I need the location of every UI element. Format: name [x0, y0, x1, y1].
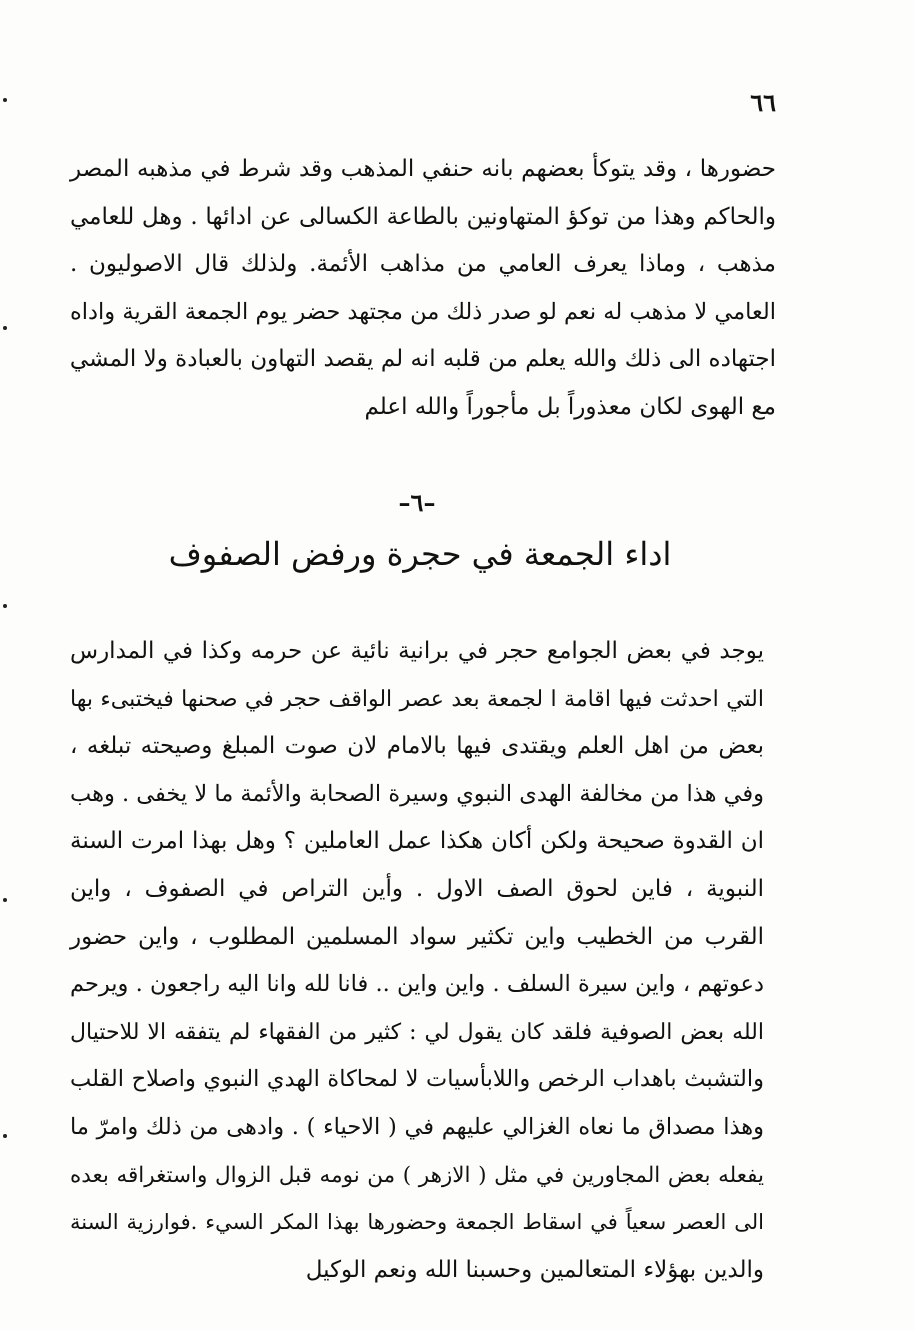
- text-line: اجتهاده الى ذلك والله يعلم من قلبه انه لم يقصد التهاون بالعبادة ولا المشي: [69, 346, 776, 372]
- section-number: –٦–: [398, 488, 436, 517]
- text-line: والحاكم وهذا من توكؤ المتهاونين بالطاعة الكسالى عن ادائها . وهل للعامي: [70, 203, 776, 230]
- text-line: القرب من الخطيب واين تكثير سواد المسلمين المطلوب ، واين حضور: [70, 923, 764, 950]
- text-line: دعوتهم ، واين سيرة السلف . واين واين .. فانا لله وانا اليه راجعون . ويرحم: [70, 971, 764, 998]
- text-line: والتشبث باهداب الرخص واللابأسيات لا لمحاكاة الهدي النبوي واصلاح القلب: [70, 1066, 764, 1093]
- text-line: النبوية ، فاين لحوق الصف الاول . وأين التراص في الصفوف ، واين: [70, 875, 764, 902]
- text-line: وهذا مصداق ما نعاه الغزالي عليهم في ( الاحياء ) . وادهى من ذلك وامرّ ما: [70, 1113, 764, 1140]
- text-line: التي احدثت فيها اقامة ا لجمعة بعد عصر الواقف حجر في صحنها فيختبىء بها: [70, 686, 764, 712]
- section-title: اداء الجمعة في حجرة ورفض الصفوف: [168, 535, 672, 573]
- text-line: والدين بهؤلاء المتعالمين وحسبنا الله ونعم الوكيل: [305, 1256, 764, 1283]
- text-line: بعض من اهل العلم ويقتدى فيها بالامام لان صوت المبلغ وصيحته تبلغه ،: [70, 733, 764, 760]
- margin-dot: [3, 898, 7, 902]
- paragraph-2: [70, 628, 764, 1294]
- paragraph-1: [70, 146, 776, 431]
- text-line: الله بعض الصوفية فلقد كان يقول لي : كثير من الفقهاء لم يتفقه الا للاحتيال: [70, 1019, 764, 1045]
- text-line: مذهب ، وماذا يعرف العامي من مذاهب الأئمة. ولذلك قال الاصوليون .: [70, 251, 776, 277]
- text-line: ان القدوة صحيحة ولكن أكان هكذا عمل العاملين ؟ وهل بهذا امرت السنة: [70, 828, 764, 855]
- margin-dot: [3, 326, 7, 330]
- text-line: وفي هذا من مخالفة الهدى النبوي وسيرة الصحابة والأئمة ما لا يخفى . وهب: [70, 780, 764, 807]
- text-line: يفعله بعض المجاورين في مثل ( الازهر ) من نومه قبل الزوال واستغراقه بعده: [70, 1162, 764, 1188]
- text-line: مع الهوى لكان معذوراً بل مأجوراً والله اعلم: [364, 393, 776, 420]
- margin-dot: [3, 1134, 7, 1138]
- text-line: يوجد في بعض الجوامع حجر في برانية نائية عن حرمه وكذا في المدارس: [70, 638, 764, 664]
- text-line: الى العصر سعياً في اسقاط الجمعة وحضورها بهذا المكر السيء .فوارزية السنة: [70, 1210, 764, 1235]
- text-line: حضورها ، وقد يتوكأ بعضهم بانه حنفي المذهب وقد شرط في مذهبه المصر: [70, 156, 776, 182]
- margin-dot: [3, 98, 7, 102]
- text-line: العامي لا مذهب له نعم لو صدر ذلك من مجتهد حضر يوم الجمعة القرية واداه: [70, 298, 776, 325]
- margin-dot: [3, 604, 7, 608]
- page-number: ٦٦: [750, 88, 776, 117]
